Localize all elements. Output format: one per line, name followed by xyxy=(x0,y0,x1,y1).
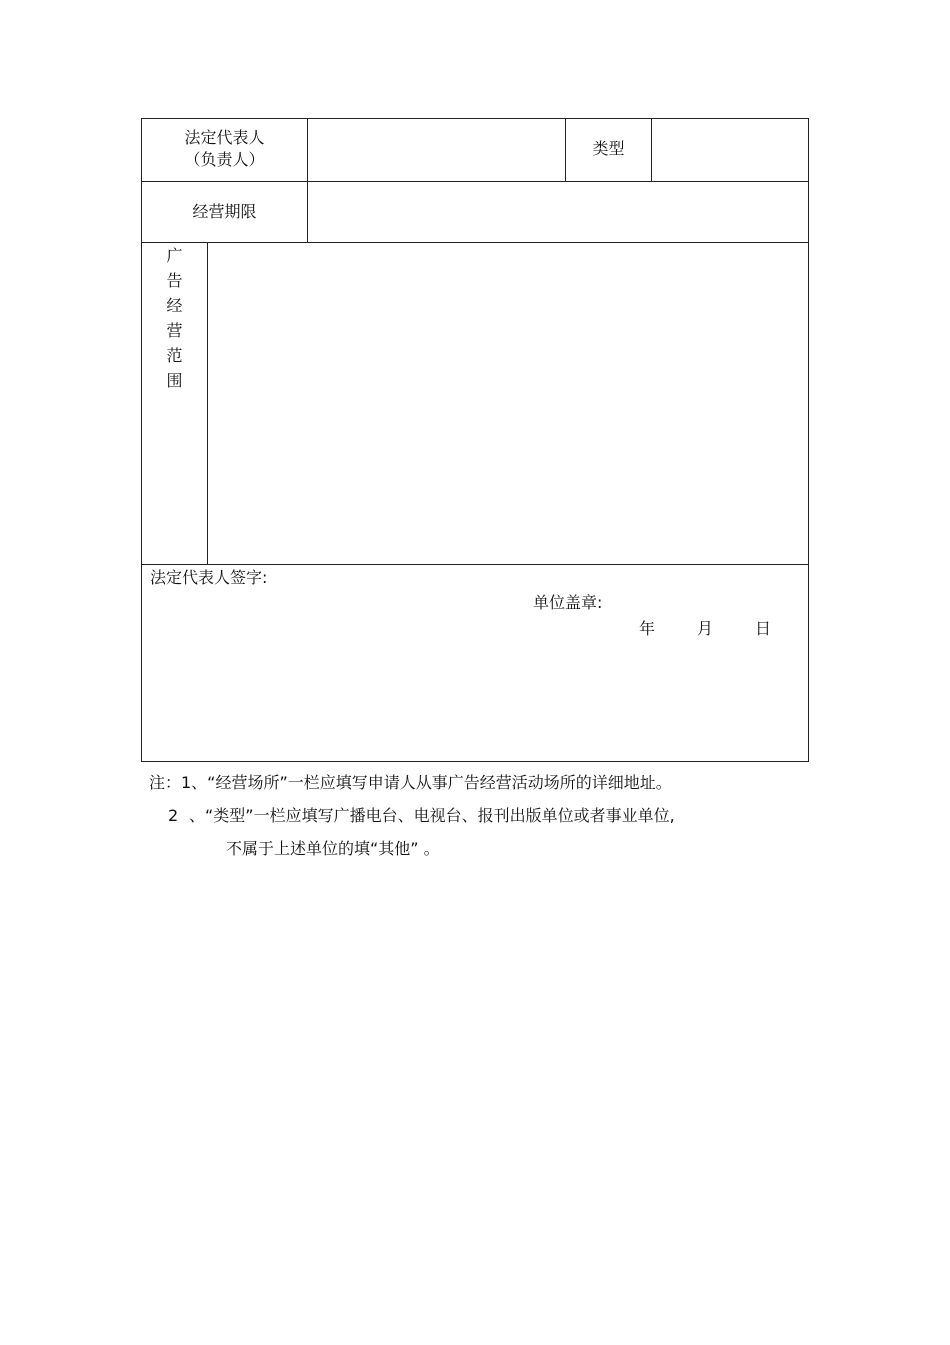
ad-scope-char: 经 xyxy=(166,296,183,315)
legal-rep-value-field[interactable] xyxy=(308,119,565,181)
business-term-label: 经营期限 xyxy=(192,202,257,221)
type-label: 类型 xyxy=(592,139,625,158)
note-line-2-number: 2 xyxy=(168,806,179,825)
business-term-value-field[interactable] xyxy=(308,182,808,242)
date-year-label: 年 xyxy=(639,619,656,638)
note-line-3: 不属于上述单位的填“其他” 。 xyxy=(226,839,440,858)
signature-label: 法定代表人签字: xyxy=(150,568,268,587)
legal-rep-label xyxy=(142,127,307,171)
ad-scope-char: 广 xyxy=(166,246,183,265)
ad-scope-value-field[interactable] xyxy=(208,243,808,564)
legal-rep-label-line1: 法定代表人 xyxy=(184,128,265,147)
seal-label: 单位盖章: xyxy=(533,593,603,612)
ad-scope-char: 范 xyxy=(166,346,183,365)
note-line-1: 注：1、“经营场所”一栏应填写申请人从事广告经营活动场所的详细地址。 xyxy=(149,773,672,792)
date-day-label: 日 xyxy=(755,619,772,638)
row-divider-3 xyxy=(142,564,808,565)
ad-scope-char: 营 xyxy=(166,321,183,340)
ad-scope-label xyxy=(142,243,207,393)
legal-rep-label-line2: （负责人） xyxy=(184,150,265,169)
date-month-label: 月 xyxy=(697,619,714,638)
ad-scope-char: 围 xyxy=(166,371,183,390)
application-form-table xyxy=(141,118,809,762)
ad-scope-char: 告 xyxy=(166,271,183,290)
type-value-field[interactable] xyxy=(652,119,808,181)
note-line-2: 、“类型”一栏应填写广播电台、电视台、报刊出版单位或者事业单位, xyxy=(189,806,675,825)
